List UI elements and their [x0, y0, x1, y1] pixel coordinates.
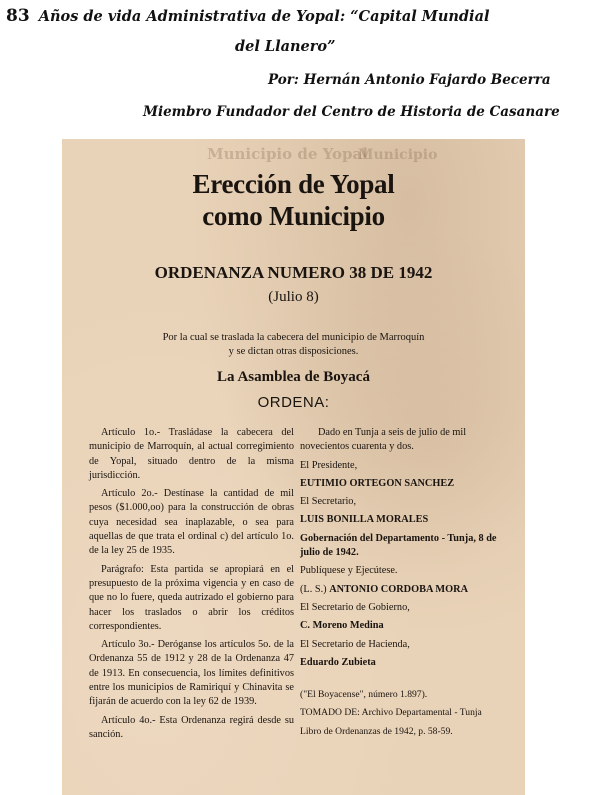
paragrafo: Parágrafo: Esta partida se apropiará en el presupuesto de la próxima vigencia y en caso de que no lo fuere, queda autrizado el gobierno para hacer los traslados o abrir los créditos correspondientes.: [89, 563, 294, 632]
subtitle-line1: Por la cual se traslada la cabecera del municipio de Marroquín: [162, 332, 425, 343]
article-heading-line2: del Llanero”: [235, 38, 336, 55]
ls-prefix: (L. S.): [300, 583, 327, 595]
article-heading-line1: [6, 6, 591, 26]
faded-heading-right: Municipio: [358, 147, 438, 163]
author-role-line: Miembro Fundador del Centro de Historia de Casanare: [143, 104, 560, 120]
ordinance-date: (Julio 8): [268, 289, 319, 305]
years-number: 83: [6, 6, 30, 26]
sec-hacienda-name: Eduardo Zubieta: [300, 656, 376, 668]
signatures-column: [300, 426, 505, 743]
article-2: Artículo 2o.- Destínase la cantidad de mil pesos ($1.000,oo) para la construcción de obras cuya necesidad sea inaplazable, o sea para aquellas de que trata el ordinal c) del artículo 1o. de la ley 25 de 1935.: [89, 488, 294, 557]
presidente-name: EUTIMIO ORTEGON SANCHEZ: [300, 477, 455, 489]
faded-heading-left: Municipio de Yopal: [207, 145, 368, 163]
subtitle-line2: y se dictan otras disposiciones.: [228, 346, 359, 357]
ordena-heading: ORDENA:: [257, 394, 330, 411]
heading-text: Años de vida Administrativa de Yopal: “Capital Mundial: [38, 8, 490, 25]
secretario-name: LUIS BONILLA MORALES: [300, 514, 429, 526]
source-libro: Libro de Ordenanzas de 1942, p. 58-59.: [300, 725, 453, 737]
scanned-ordinance-document: [62, 139, 525, 795]
article-1: Artículo 1o.- Trasládase la cabecera del municipio de Marroquín, al actual corregimiento de Yopal, situado dentro de la misma jurisdicción.: [89, 427, 294, 481]
presidente-label: El Presidente,: [300, 459, 358, 471]
publiquese-line: Publíquese y Ejecútese.: [300, 565, 398, 577]
document-title-line2: como Municipio: [202, 201, 385, 231]
dado-en-tunja: Dado en Tunja a seis de julio de mil novecientos cuarenta y dos.: [300, 427, 467, 453]
source-archivo: TOMADO DE: Archivo Departamental - Tunja: [300, 707, 482, 719]
ordinance-number: ORDENANZA NUMERO 38 DE 1942: [154, 263, 433, 282]
article-4: Artículo 4o.- Esta Ordenanza regirá desde su sanción.: [89, 714, 294, 740]
governor-name: ANTONIO CORDOBA MORA: [329, 583, 469, 595]
assembly-heading: La Asamblea de Boyacá: [217, 369, 370, 385]
ls-line: [300, 583, 505, 597]
secretario-label: El Secretario,: [300, 496, 357, 508]
sec-gobierno-name: C. Moreno Medina: [300, 620, 384, 632]
sec-hacienda-label: El Secretario de Hacienda,: [300, 638, 410, 650]
author-line: Por: Hernán Antonio Fajardo Becerra: [268, 72, 551, 88]
articles-column: [89, 426, 294, 746]
document-title-line1: Erección de Yopal: [192, 169, 395, 199]
gobernacion-line: Gobernación del Departamento - Tunja, 8 de julio de 1942.: [300, 532, 497, 559]
article-3: Artículo 3o.- Deróganse los artículos 5o. de la Ordenanza 55 de 1912 y 28 de la Ordenanza 47 de 1913. En consecuencia, los límites definitivos entre los municipios de Ramiriquí y Chinavita se fijarán de acuerdo con la ley 62 de 1939.: [89, 639, 294, 708]
source-boyacense: ("El Boyacense", número 1.897).: [300, 689, 428, 701]
sec-gobierno-label: El Secretario de Gobierno,: [300, 601, 410, 613]
